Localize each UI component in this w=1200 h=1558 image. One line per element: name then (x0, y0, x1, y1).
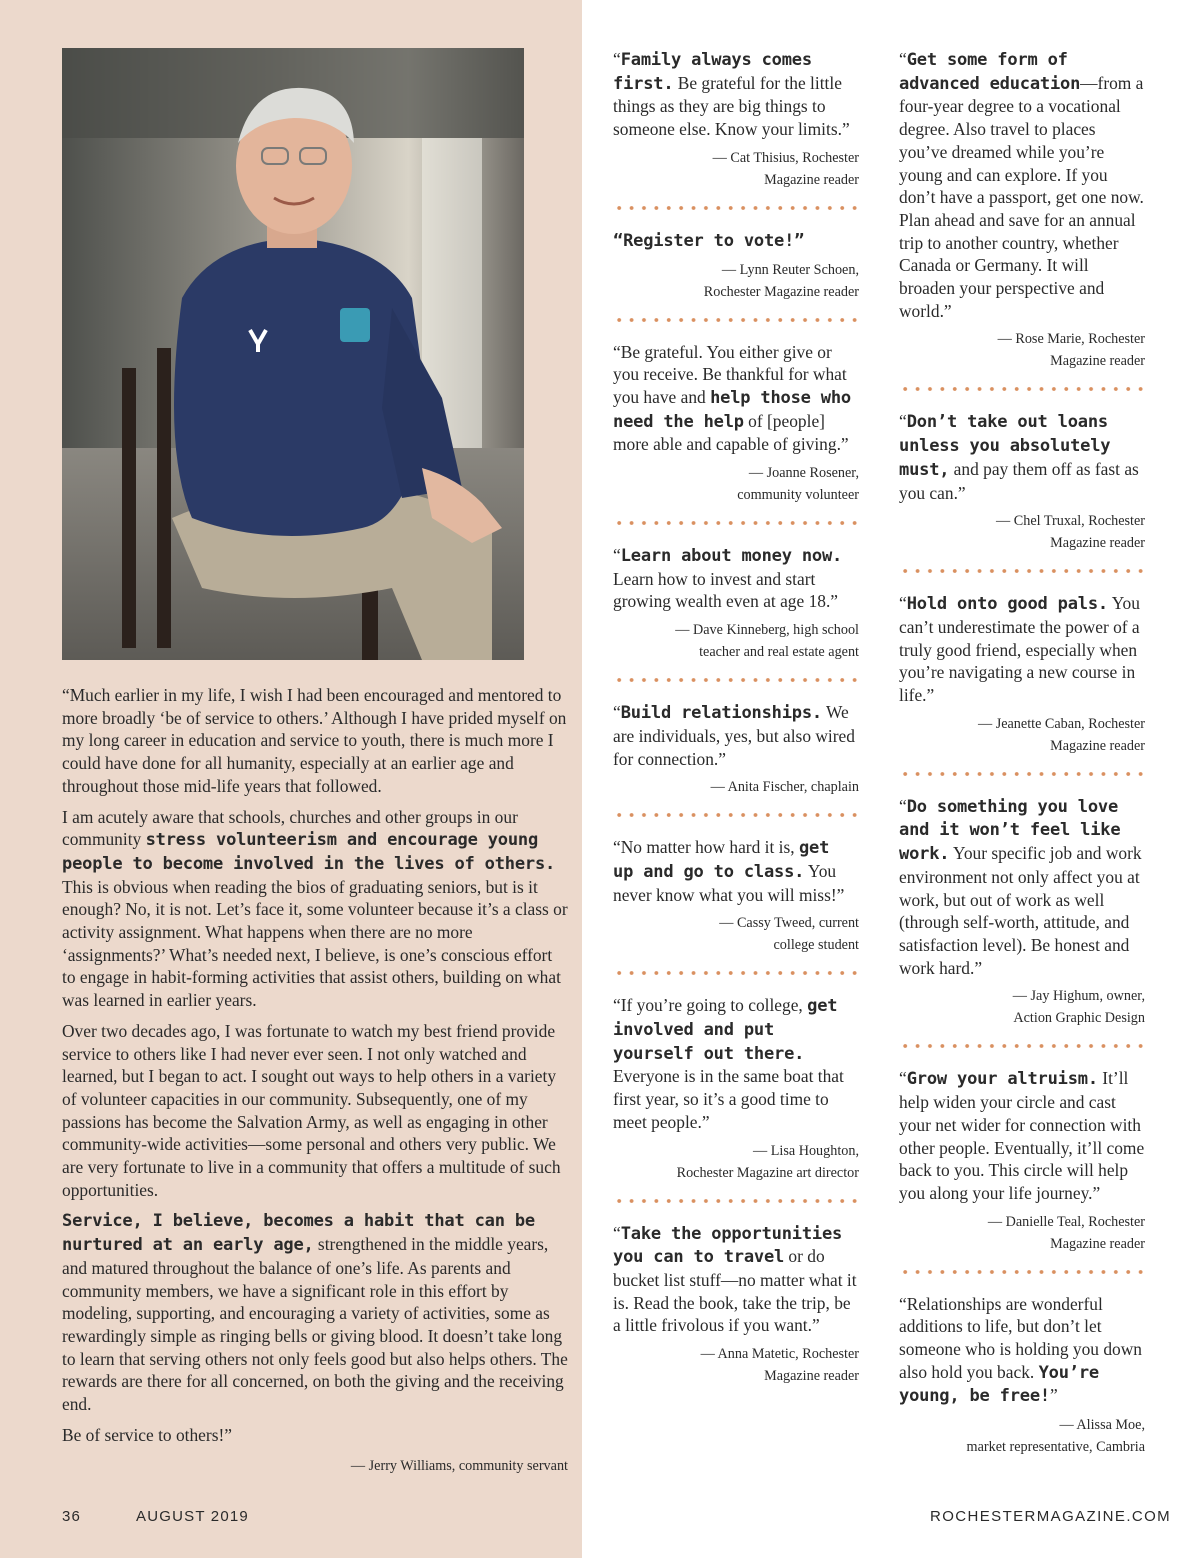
dotted-divider (899, 568, 1145, 574)
essay-paragraph-2 (62, 806, 568, 1012)
essay-p4-bold: Service, I believe, becomes a habit that can be nurtured at an early age, (62, 1211, 535, 1256)
dotted-divider (899, 771, 1145, 777)
quote-attribution: — Danielle Teal, Rochester Magazine reader (987, 1213, 1145, 1252)
dotted-divider (899, 386, 1145, 392)
dotted-divider (899, 1043, 1145, 1049)
quote-text: “Be grateful. You either give or you receive. Be thankful for what you have and help those who need the help of [people] more able and capable of giving.” (613, 341, 851, 455)
quote-a2 (613, 229, 859, 303)
quote-a6 (613, 836, 859, 956)
quote-text: “Don’t take out loans unless you absolutely must, and pay them off as fast as you can.” (899, 411, 1139, 503)
essay-p4-text: strengthened in the middle years, and matured throughout the balance of one’s life. As parents and community members, we have a significant role in this effort by modeling, supporting, and encouraging a variety of activities, some as rewardingly simple as ringing bells or giving blood. It doesn’t take long to learn that serving others not only feels good but also helps others. The rewards are there for all concerned, on both the giving and the receiving end. (62, 1234, 568, 1415)
essay-paragraph-5: Be of service to others!” (62, 1424, 232, 1445)
quotes-column-b (899, 48, 1145, 1458)
quote-text: “Family always comes first. Be grateful for the little things as they are big things to someone else. Know your limits.” (613, 49, 850, 140)
dotted-divider (613, 677, 859, 683)
quote-text: “Grow your altruism. It’ll help widen your circle and cast your net wider for connection with other people. Eventually, it’ll come back to you. This circle will help you along your life journey.” (899, 1068, 1145, 1203)
quote-a8 (613, 1222, 859, 1388)
quote-text: “Relationships are wonderful additions to life, but don’t let someone who is holding you down also hold you back. You’re young, be free!” (899, 1293, 1142, 1407)
quote-a1 (613, 48, 859, 191)
quote-attribution: — Jeanette Caban, Rochester Magazine reader (977, 715, 1145, 754)
portrait-illustration (62, 48, 524, 660)
quote-text: “Learn about money now. Learn how to invest and start growing wealth even at age 18.” (613, 545, 843, 612)
quote-a7 (613, 994, 859, 1183)
essay-paragraph-3: Over two decades ago, I was fortunate to watch my best friend provide service to others like I had never ever seen. I not only watched and learned, but I began to act. I sought out ways to help others in a variety of volunteer capacities in our community. Subsequently, one of my passions has become the Salvation Army, as well as engaging in other community-wide activities—some personal and others very public. We are very fortunate to live in a community that offers a multitude of such opportunities. (62, 1020, 561, 1200)
essay-p2-bold: stress volunteerism and encourage young people to become involved in the lives of others. (62, 830, 556, 874)
quote-b1 (899, 48, 1145, 372)
quote-text: “Do something you love and it won’t feel like work. Your specific job and work environment not only affect you at work, but out of work as well (through self-worth, attitude, and satisfaction level). Be honest and work hard.” (899, 795, 1142, 978)
website-link[interactable]: ROCHESTERMAGAZINE.COM (930, 1508, 1172, 1525)
quote-attribution: — Joanne Rosener, community volunteer (737, 465, 859, 504)
quote-attribution: — Jay Highum, owner, Action Graphic Design (1012, 988, 1145, 1027)
quote-text: “Hold onto good pals. You can’t underestimate the power of a truly good friend, especially when you’re navigating a new course in life.” (899, 593, 1140, 706)
quote-attribution: — Lynn Reuter Schoen, Rochester Magazine reader (703, 261, 859, 300)
dotted-divider (613, 317, 859, 323)
essay-p2-text-end: This is obvious when reading the bios of graduating seniors, but is it enough? No, it is not. Let’s face it, some volunteer because it’s a class or activity assignment. What happens when there are no more ‘assignments?’ What’s needed next, I believe, is one’s conscious effort to engage in habit-forming activities that assist others, building on what was learned in earlier years. (62, 876, 568, 1011)
dotted-divider (899, 1269, 1145, 1275)
quote-attribution: — Rose Marie, Rochester Magazine reader (997, 331, 1145, 370)
dotted-divider (613, 1198, 859, 1204)
quote-text: “No matter how hard it is, get up and go to class. You never know what you will miss!” (613, 837, 845, 905)
portrait-photo (62, 48, 524, 660)
quote-b6 (899, 1293, 1145, 1459)
quote-attribution: — Anita Fischer, chaplain (710, 779, 859, 796)
essay-p2-text: I am acutely aware that schools, churches and other groups in our community (62, 806, 518, 850)
quote-attribution: — Dave Kinneberg, high school teacher and real estate agent (675, 622, 859, 661)
quote-a4 (613, 544, 859, 663)
page-number: 36 (62, 1508, 82, 1525)
quote-a5 (613, 701, 859, 798)
dotted-divider (613, 812, 859, 818)
quote-text: “Build relationships. We are individuals, yes, but also wired for connection.” (613, 702, 855, 769)
quote-attribution: — Alissa Moe, market representative, Cambria (966, 1417, 1145, 1456)
quotes-column-a (613, 48, 859, 1387)
quote-text: “Take the opportunities you can to travel or do bucket list stuff—no matter what it is. Read the book, take the trip, be a little frivolous if you want.” (613, 1222, 857, 1336)
essay-paragraph-4 (62, 1209, 568, 1415)
quote-text: “Register to vote!” (613, 230, 805, 251)
dotted-divider (613, 520, 859, 526)
quote-b2 (899, 410, 1145, 554)
essay-attribution: — Jerry Williams, community servant (350, 1457, 568, 1474)
quote-attribution: — Anna Matetic, Rochester Magazine reader (700, 1346, 859, 1385)
dotted-divider (613, 205, 859, 211)
quote-b3 (899, 592, 1145, 757)
quote-b5 (899, 1067, 1145, 1254)
quote-attribution: — Cat Thisius, Rochester Magazine reader (712, 149, 859, 188)
quote-a3 (613, 341, 859, 507)
quote-b4 (899, 795, 1145, 1030)
issue-date: AUGUST 2019 (136, 1508, 249, 1525)
quote-attribution: — Chel Truxal, Rochester Magazine reader (996, 513, 1145, 552)
essay-paragraph-1: “Much earlier in my life, I wish I had been encouraged and mentored to more broadly ‘be of service to others.’ Although I have prided myself on my long career in education and service to youth, there is much more I could have done for all humanity, especially at an earlier age and throughout those mid-life years that followed. (62, 685, 567, 796)
quote-text: “Get some form of advanced education—from a four-year degree to a vocational degree. Also travel to places you’ve dreamed while you’re young and can explore. If you don’t have a passport, get one now. Plan ahead and save for an annual trip to another country, whether Canada or Germany. It will broaden your perspective and world.” (899, 49, 1144, 321)
dotted-divider (613, 970, 859, 976)
quote-attribution: — Cassy Tweed, current college student (719, 915, 859, 954)
quote-attribution: — Lisa Houghton, Rochester Magazine art director (676, 1142, 859, 1181)
essay (62, 684, 568, 1477)
quote-text: “If you’re going to college, get involved and put yourself out there. Everyone is in the same boat that first year, so it’s a good time to meet people.” (613, 995, 844, 1132)
